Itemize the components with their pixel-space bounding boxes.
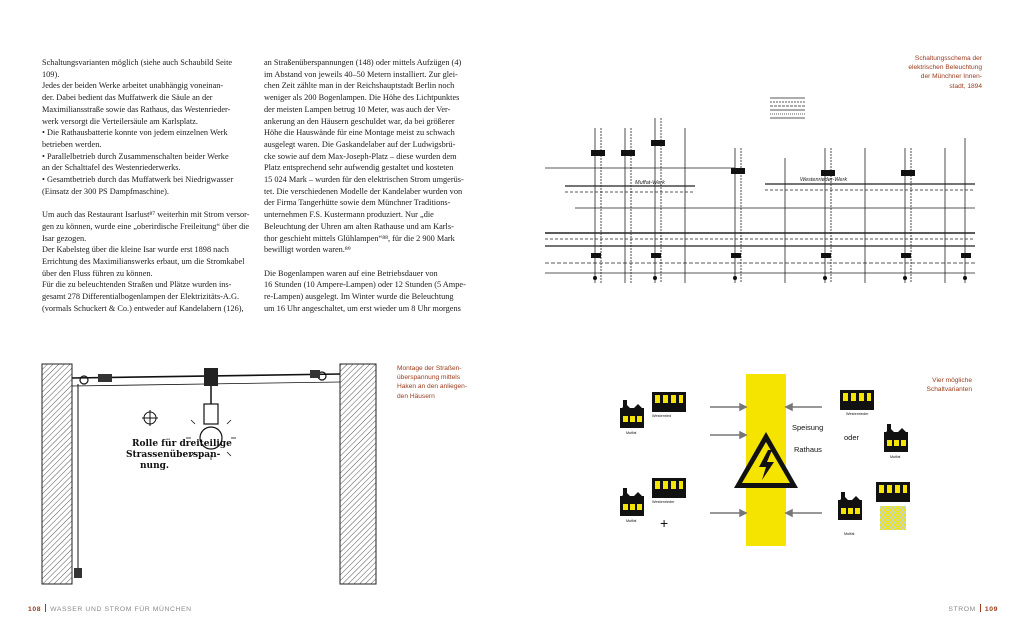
westenrieder-plant-icon [652,478,686,498]
plant-label: Westenried [652,414,672,418]
left-footer [28,604,192,613]
text-line: über den Fluss führen zu können. [42,268,153,278]
text-line: Platz entsprechend sehr aufwendig gestaltet und kosteten [264,163,454,173]
text-line: Jedes der beiden Werke arbeitet unabhängig voneinan- [42,81,224,91]
caption-line: Montage der Straßen- [397,365,462,372]
muffat-plant-icon [884,424,908,452]
bullet-line: • Parallelbetrieb durch Zusammenschalten beider Werke [42,151,250,163]
schema-label-muffat: Muffat-Werk [635,180,665,186]
caption-line: elektrischen Beleuchtung [908,64,982,72]
westenrieder-plant-icon [652,392,686,412]
text-line: an Straßenüberspannungen (148) oder mittels Aufzügen (4) [264,58,462,67]
drawing-label-line: Strassenüberspan- [126,450,221,460]
caption-line: stadt, 1894 [949,82,982,90]
text-line: 109). [42,69,60,79]
paragraph-gap [42,197,250,209]
text-line: an der Schalttafel des Westenriederwerks. [42,163,181,173]
plus-sign: + [660,515,669,531]
running-title: WASSER UND STROM FÜR MÜNCHEN [50,606,192,613]
caption-line: Vier mögliche [932,377,972,384]
text-line: gen zu können, wurde eine „oberirdische Freileitung“ über die [42,221,250,231]
text-line: Höhe die Hauswände für eine Montage meist zu schwach [264,128,455,138]
muffat-plant-icon [620,400,644,428]
text-line: Beleuchtung der Uhren am alten Rathause und am Karls- [264,221,454,231]
text-line: Die Bogenlampen waren auf eine Betriebsdauer von [264,268,438,278]
street-span-drawing [40,360,380,588]
text-line: Maximiliansstraße sowie das Rathaus, das Westenrieder- [42,104,231,114]
hatched-station-icon [880,506,906,530]
plant-label: Muffat [844,532,855,536]
muffat-plant-icon [620,488,644,516]
text-line: bewilligt worden waren.⁸⁹ [264,245,351,255]
text-line: Um auch das Restaurant Isarlust⁸⁷ weiterhin mit Strom versor- [42,210,250,220]
oder-label: oder [844,433,860,442]
westenrieder-plant-icon [840,390,874,410]
text-line: der Firma Tangerhütte sowie dem Münchner Traditions- [264,198,451,208]
text-line: thor geschieht mittels Glühlampen“⁸⁸, für die 2 900 Mark [264,233,455,243]
text-line: Errichtung des Maximilianswerks erbaut, um die Stromkabel [42,256,245,266]
westenrieder-plant-icon [876,482,910,502]
text-line: gesamt 278 Differentialbogenlampen der Elektrizitäts-A.G. [42,292,240,302]
footer-divider [980,604,981,612]
page-number: 109 [984,606,998,613]
text-line: tet. Die verschiedenen Modelle der Kandelaber wurden von [264,186,463,196]
muffat-plant-icon [838,492,862,520]
caption-line: Schaltungsschema der [914,55,982,62]
text-line: um 16 Uhr angeschaltet, um erst wieder um 8 Uhr morgens [264,303,461,313]
text-line: Für die zu beleuchtenden Straßen und Plätze wurden ins- [42,280,232,290]
schema-label-westenrieder: Westenrieder-Werk [800,177,848,183]
page-number: 108 [28,606,42,613]
right-footer [948,604,998,613]
plant-label: Westenrieder [652,500,675,504]
text-line: ausgelegt waren. Die Gaskandelaber auf der Ludwigsbrü- [264,139,456,149]
running-title: STROM [948,606,976,613]
text-line: Schaltungsvarianten möglich (siehe auch Schaubild Seite [42,58,233,67]
caption-line: der Münchner Innen- [920,73,982,81]
text-line: Isar gezogen. [42,233,87,243]
caption-line: Haken an den anliegen- [397,383,468,391]
text-column-2 [264,57,474,314]
drawing-label-line: Rolle für dreiteilige [132,439,232,449]
text-line: chen Zeit zählte man in der Reichshauptstadt Berlin noch [264,81,455,91]
text-line: re-Lampen) ausgelegt. Im Winter wurde die Beleuchtung [264,292,454,302]
bullet-line: • Die Rathausbatterie konnte von jedem einzelnen Werk [42,127,250,139]
drawing-label-line: nung. [140,461,170,471]
plant-label: Muffat [890,455,901,459]
caption-line: überspannung mittels [397,374,461,382]
footer-divider [45,604,46,612]
text-line: der. Dabei bedient das Muffatwerk die Säule an der [42,93,213,103]
drawing-caption [397,364,487,401]
text-line: 16 Stunden (10 Ampere-Lampen) oder 12 Stunden (5 Ampe- [264,280,466,290]
text-line: 15 024 Mark – wurden für den elektrischen Strom umgerüs- [264,175,464,185]
speisung-label: Speisung [792,423,824,432]
paragraph-gap [264,256,474,268]
caption-line: Schaltvarianten [926,386,972,394]
text-line: ankerung an den Häusern geschuldet war, da bei größerer [264,116,455,126]
plant-label: Westenrieder [846,412,869,416]
plant-label: Muffat [626,519,637,523]
schema-caption [890,54,982,91]
text-line: (Einsatz der 300 PS Dampfmaschine). [42,186,169,196]
text-line: werk versorgt die Verteilersäule am Karlsplatz. [42,116,198,126]
text-line: betrieben werden. [42,139,102,149]
text-line: (vormals Schuckert & Co.) entweder auf Kandelabern (126), [42,303,244,313]
text-line: weniger als 200 Bogenlampen. Die Höhe des Lichtpunktes [264,93,460,103]
text-line: cke sowie auf dem Max-Joseph-Platz – diese wurden dem [264,151,457,161]
circuit-schema-drawing [535,88,985,290]
text-line: unternehmen F.S. Kustermann produziert. Nur „die [264,210,434,220]
switching-variants-diagram [610,370,920,550]
caption-line: den Häusern [397,392,435,400]
text-line: der meisten Lampen betrug 10 Meter, was auch der Ver- [264,104,451,114]
text-column-1 [42,57,250,314]
rathaus-label: Rathaus [794,445,822,454]
bullet-line: • Gesamtbetrieb durch das Muffatwerk bei Niedrigwasser [42,174,250,186]
plant-label: Muffat [626,431,637,435]
text-line: im Abstand von jeweils 40–50 Metern installiert. Zur glei- [264,69,458,79]
text-line: Der Kabelsteg über die kleine Isar wurde erst 1898 nach [42,245,229,255]
